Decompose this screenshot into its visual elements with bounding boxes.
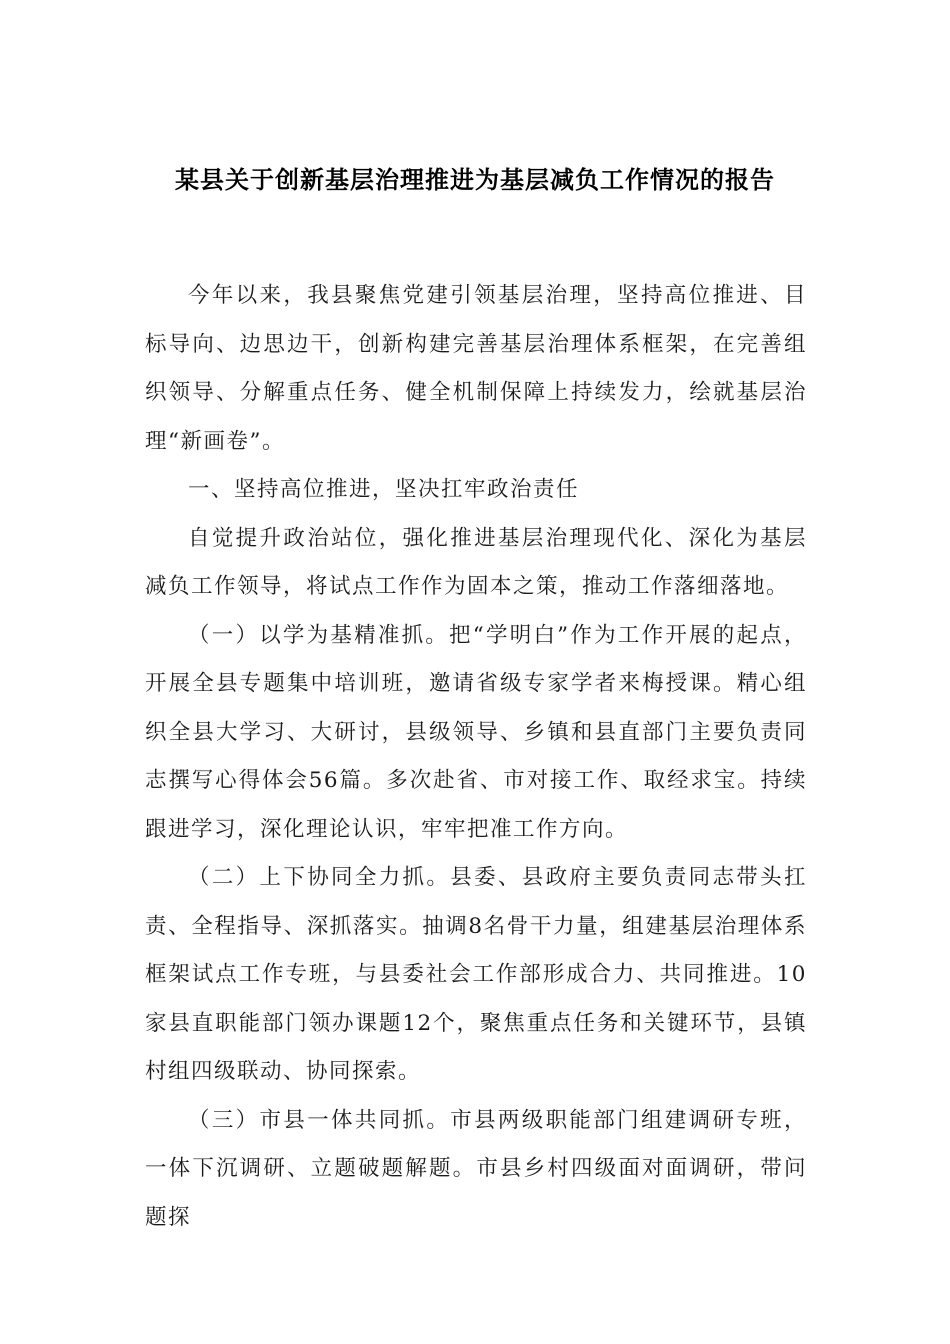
paragraph-item-3: （三）市县一体共同抓。市县两级职能部门组建调研专班，一体下沉调研、立题破题解题。市县乡村四级面对面调研，带问题探: [145, 1107, 807, 1230]
paragraph-intro: 今年以来，我县聚焦党建引领基层治理，坚持高位推进、目标导向、边思边干，创新构建完善基层治理体系框架，在完善组织领导、分解重点任务、健全机制保障上持续发力，绘就基层治理“新画卷”。: [145, 283, 807, 454]
document-body: [145, 272, 807, 1242]
paragraph-item-1: （一）以学为基精准抓。把“学明白”作为工作开展的起点，开展全县专题集中培训班，邀请省级专家学者来梅授课。精心组织全县大学习、大研讨，县级领导、乡镇和县直部门主要负责同志撰写心得体会56篇。多次赴省、市对接工作、取经求宝。持续跟进学习，深化理论认识，牢牢把准工作方向。: [145, 622, 807, 842]
paragraph-item-2: （二）上下协同全力抓。县委、县政府主要负责同志带头扛责、全程指导、深抓落实。抽调8名骨干力量，组建基层治理体系框架试点工作专班，与县委社会工作部形成合力、共同推进。10家县直职能部门领办课题12个，聚焦重点任务和关键环节，县镇村组四级联动、协同探索。: [145, 865, 807, 1084]
document-title: 某县关于创新基层治理推进为基层减负工作情况的报告: [175, 165, 775, 194]
section-heading-1: 一、坚持高位推进，坚决扛牢政治责任: [188, 477, 580, 502]
paragraph-section-1-intro: 自觉提升政治站位，强化推进基层治理现代化、深化为基层减负工作领导，将试点工作作为固本之策，推动工作落细落地。: [145, 525, 807, 599]
